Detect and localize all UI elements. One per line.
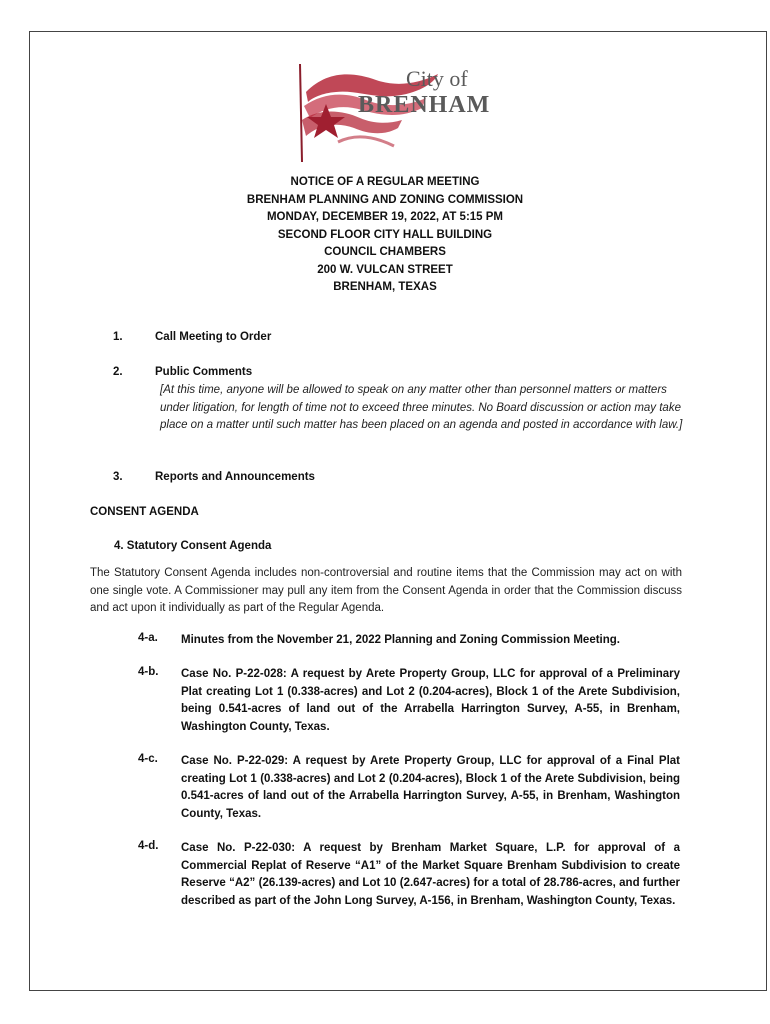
subitem-text: Minutes from the November 21, 2022 Planning and Zoning Commission Meeting. (181, 634, 620, 646)
subitem-number: 4-a. (138, 632, 158, 644)
consent-agenda-heading: CONSENT AGENDA (90, 506, 199, 518)
item-number: 1. (113, 331, 123, 343)
subitem-number: 4-b. (138, 666, 159, 678)
statutory-consent-heading: 4. Statutory Consent Agenda (114, 540, 272, 552)
logo-brenham-text: BRENHAM (358, 92, 491, 118)
header-line: COUNCIL CHAMBERS (324, 246, 446, 258)
item-title: Call Meeting to Order (155, 331, 272, 343)
subitem-number: 4-c. (138, 753, 158, 765)
logo-city-of-text: City of (406, 66, 468, 91)
header-line: NOTICE OF A REGULAR MEETING (290, 176, 480, 188)
subitem-text: Case No. P-22-028: A request by Arete Property Group, LLC for approval of a Preliminary Plat creating Lot 1 (0.338-acres) and Lot 2 (0.204-acres), Block 1 of the Arete Subdivision, being 0.541-acres of land out of the Arrabella Harrington Survey, A-55, in Brenham, Washington County, Texas. (181, 668, 680, 733)
public-comments-note: [At this time, anyone will be allowed to speak on any matter other than personnel matters or matters under litigation, for length of time not to exceed three minutes. No Board discussion or action may take place on a matter until such matter has been placed on an agenda and posted in accordance with law.] (160, 384, 683, 432)
header-line: 200 W. VULCAN STREET (317, 263, 453, 276)
header-line: BRENHAM, TEXAS (333, 281, 437, 293)
meeting-notice-header (90, 174, 680, 297)
item-number: 2. (113, 366, 123, 378)
subitem-text: Case No. P-22-030: A request by Brenham Market Square, L.P. for approval of a Commercial Replat of Reserve “A1” of the Market Square Brenham Subdivision to create Reserve “A2” (26.139-acres) and Lot 10 (2.647-acres) for a total of 28.786-acres, and further described as part of the John Long Survey, A-156, in Brenham, Washington County, Texas. (181, 842, 680, 907)
item-title: Reports and Announcements (155, 471, 315, 483)
item-title: Public Comments (155, 366, 253, 378)
header-line: SECOND FLOOR CITY HALL BUILDING (277, 228, 493, 241)
header-line: MONDAY, DECEMBER 19, 2022, AT 5:15 PM (266, 211, 504, 223)
item-number: 3. (113, 471, 123, 483)
consent-description: The Statutory Consent Agenda includes non-controversial and routine items that the Commission may act on with one single vote. A Commissioner may pull any item from the Consent Agenda in order that the Commission discuss and act upon it individually as part of the Regular Agenda. (90, 567, 682, 615)
subitem-text: Case No. P-22-029: A request by Arete Property Group, LLC for approval of a Final Plat creating Lot 1 (0.338-acres) and Lot 2 (0.204-acres), Block 1 of the Arete Subdivision, being 0.541-acres of land out of the Arrabella Harrington Survey, A-55, in Brenham, Washington County, Texas. (181, 755, 680, 820)
subitem-number: 4-d. (138, 840, 159, 852)
header-line: BRENHAM PLANNING AND ZONING COMMISSION (246, 193, 524, 206)
